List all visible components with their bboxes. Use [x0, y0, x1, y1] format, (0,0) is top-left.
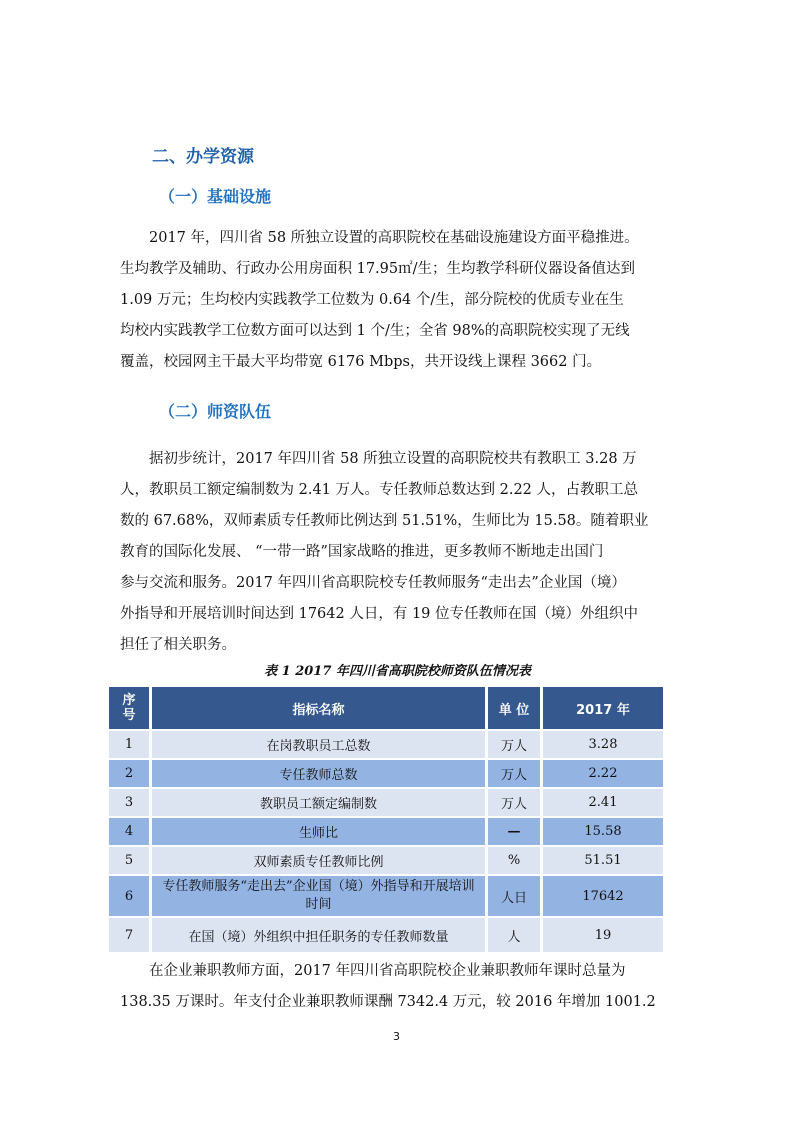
- table-row: [109, 729, 663, 758]
- row-no: 4: [109, 816, 152, 845]
- paragraph-line: 138.35 万课时。年支付企业兼职教师课酬 7342.4 万元，较 2016 年增加 1001.2: [120, 994, 656, 1010]
- row-unit: —: [488, 816, 543, 845]
- paragraph-line: 教育的国际化发展、 “一带一路”国家战略的推进，更多教师不断地走出国门: [120, 544, 604, 560]
- row-no: 7: [109, 916, 152, 952]
- page-number: 3: [393, 1030, 400, 1043]
- paragraph-line: 外指导和开展培训时间达到 17642 人日，有 19 位专任教师在国（境）外组织中: [120, 606, 639, 622]
- row-indicator: 在岗教职员工总数: [152, 729, 488, 758]
- header-unit: 单 位: [488, 687, 543, 729]
- row-indicator: 专任教师总数: [152, 758, 488, 787]
- row-indicator: 教职员工额定编制数: [152, 787, 488, 816]
- table-row: [109, 758, 663, 787]
- adjunct-paragraph: [120, 956, 675, 1018]
- row-no: 2: [109, 758, 152, 787]
- row-value: 2.41: [543, 787, 663, 816]
- row-indicator: 在国（境）外组织中担任职务的专任教师数量: [152, 916, 488, 952]
- row-unit: 人: [488, 916, 543, 952]
- paragraph-line: 在企业兼职教师方面，2017 年四川省高职院校企业兼职教师年课时总量为: [149, 963, 626, 979]
- table-row: [109, 787, 663, 816]
- paragraph-line: 参与交流和服务。2017 年四川省高职院校专任教师服务“走出去”企业国（境）: [120, 575, 626, 591]
- row-no: 5: [109, 845, 152, 874]
- table-row: [109, 845, 663, 874]
- row-value: 51.51: [543, 845, 663, 874]
- row-no: 6: [109, 874, 152, 916]
- row-no: 3: [109, 787, 152, 816]
- subsection-faculty-title: （二）师资队伍: [159, 402, 272, 421]
- paragraph-line: 人，教职员工额定编制数为 2.41 万人。专任教师总数达到 2.22 人，占教职工总: [120, 482, 639, 498]
- row-unit: %: [488, 845, 543, 874]
- paragraph-line: 2017 年，四川省 58 所独立设置的高职院校在基础设施建设方面平稳推进。: [149, 230, 639, 246]
- row-no: 1: [109, 729, 152, 758]
- table-row: [109, 874, 663, 916]
- table-row: [109, 816, 663, 845]
- row-unit: 万人: [488, 787, 543, 816]
- paragraph-line: 担任了相关职务。: [120, 637, 236, 653]
- row-indicator: 专任教师服务“走出去”企业国（境）外指导和开展培训时间: [152, 874, 488, 916]
- paragraph-line: 据初步统计，2017 年四川省 58 所独立设置的高职院校共有教职工 3.28 万: [149, 451, 637, 467]
- infrastructure-paragraph: [120, 223, 675, 378]
- row-value: 15.58: [543, 816, 663, 845]
- row-value: 2.22: [543, 758, 663, 787]
- subsection-infrastructure-title: （一）基础设施: [159, 187, 272, 206]
- paragraph-line: 1.09 万元；生均校内实践教学工位数为 0.64 个/生，部分院校的优质专业在生: [120, 292, 624, 308]
- faculty-table: [109, 687, 663, 952]
- row-indicator: 双师素质专任教师比例: [152, 845, 488, 874]
- header-no: 序 号: [109, 687, 152, 729]
- row-unit: 万人: [488, 758, 543, 787]
- table-row: [109, 916, 663, 952]
- table-header-row: [109, 687, 663, 729]
- header-indicator: 指标名称: [152, 687, 488, 729]
- paragraph-line: 均校内实践教学工位数方面可以达到 1 个/生；全省 98%的高职院校实现了无线: [120, 323, 630, 339]
- section-title: 二、办学资源: [152, 147, 254, 167]
- row-value: 19: [543, 916, 663, 952]
- row-unit: 万人: [488, 729, 543, 758]
- paragraph-line: 数的 67.68%，双师素质专任教师比例达到 51.51%，生师比为 15.58。随着职业: [120, 513, 649, 529]
- row-value: 3.28: [543, 729, 663, 758]
- paragraph-line: 生均教学及辅助、行政办公用房面积 17.95㎡/生；生均教学科研仪器设备值达到: [120, 261, 636, 277]
- row-indicator: 生师比: [152, 816, 488, 845]
- table-caption: 表 1 2017 年四川省高职院校师资队伍情况表: [264, 664, 531, 679]
- faculty-paragraph: [120, 444, 675, 661]
- row-value: 17642: [543, 874, 663, 916]
- header-year: 2017 年: [543, 687, 663, 729]
- paragraph-line: 覆盖，校园网主干最大平均带宽 6176 Mbps，共开设线上课程 3662 门。: [120, 354, 602, 370]
- row-unit: 人日: [488, 874, 543, 916]
